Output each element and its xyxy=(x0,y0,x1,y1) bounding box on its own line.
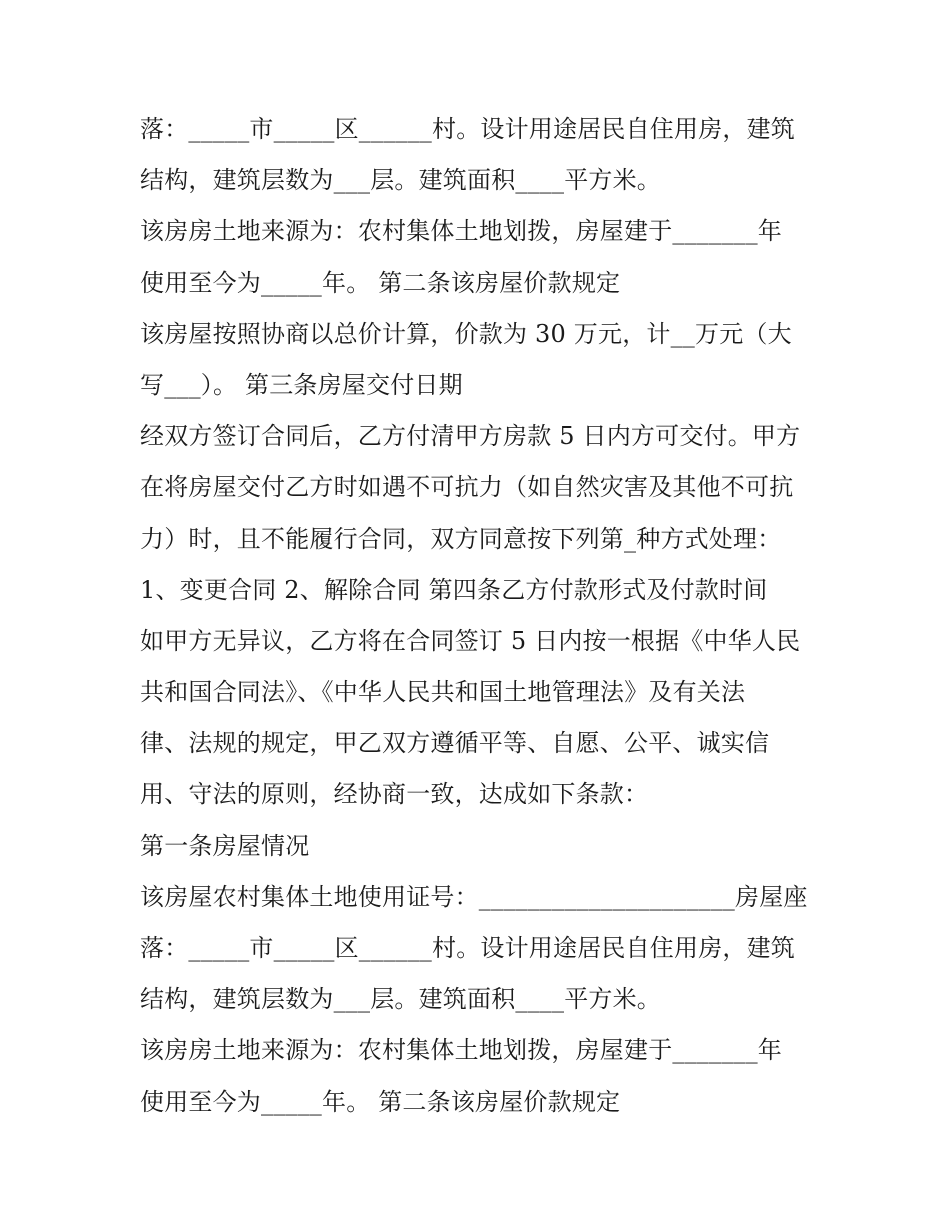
text-line: 结构，建筑层数为___层。建筑面积____平方米。 xyxy=(140,166,661,195)
text-line: 写___）。 第三条房屋交付日期 xyxy=(140,370,463,399)
text-line: 在将房屋交付乙方时如遇不可抗力（如自然灾害及其他不可抗 xyxy=(140,473,794,502)
text-line: 力）时，且不能履行合同，双方同意按下列第_种方式处理： xyxy=(140,524,782,553)
text-line: 该房房土地来源为：农村集体土地划拨，房屋建于_______年 xyxy=(140,217,782,246)
text-line: 使用至今为_____年。 第二条该房屋价款规定 xyxy=(140,268,621,297)
text-line: 如甲方无异议，乙方将在合同签订 5 日内按一根据《中华人民 xyxy=(140,626,801,655)
text-line: 该房屋农村集体土地使用证号：_____________________房屋座 xyxy=(140,882,808,911)
text-line: 律、法规的规定，甲乙双方遵循平等、自愿、公平、诚实信 xyxy=(140,729,770,758)
text-line: 用、守法的原则，经协商一致，达成如下条款： xyxy=(140,780,649,809)
text-line: 使用至今为_____年。 第二条该房屋价款规定 xyxy=(140,1087,621,1116)
section-heading: 第一条房屋情况 xyxy=(140,831,310,860)
text-line: 经双方签订合同后，乙方付清甲方房款 5 日内方可交付。甲方 xyxy=(140,422,801,451)
text-line: 共和国合同法》、《中华人民共和国土地管理法》及有关法 xyxy=(140,678,746,707)
text-line: 1、变更合同 2、解除合同 第四条乙方付款形式及付款时间 xyxy=(140,575,768,604)
text-line: 该房房土地来源为：农村集体土地划拨，房屋建于_______年 xyxy=(140,1036,782,1065)
text-line: 结构，建筑层数为___层。建筑面积____平方米。 xyxy=(140,985,661,1014)
document-body xyxy=(140,104,830,1128)
text-line: 落：_____市_____区______村。设计用途居民自住用房，建筑 xyxy=(140,934,795,962)
text-line: 落：_____市_____区______村。设计用途居民自住用房，建筑 xyxy=(140,115,795,143)
text-line: 该房屋按照协商以总价计算，价款为 30 万元，计__万元（大 xyxy=(140,319,792,348)
